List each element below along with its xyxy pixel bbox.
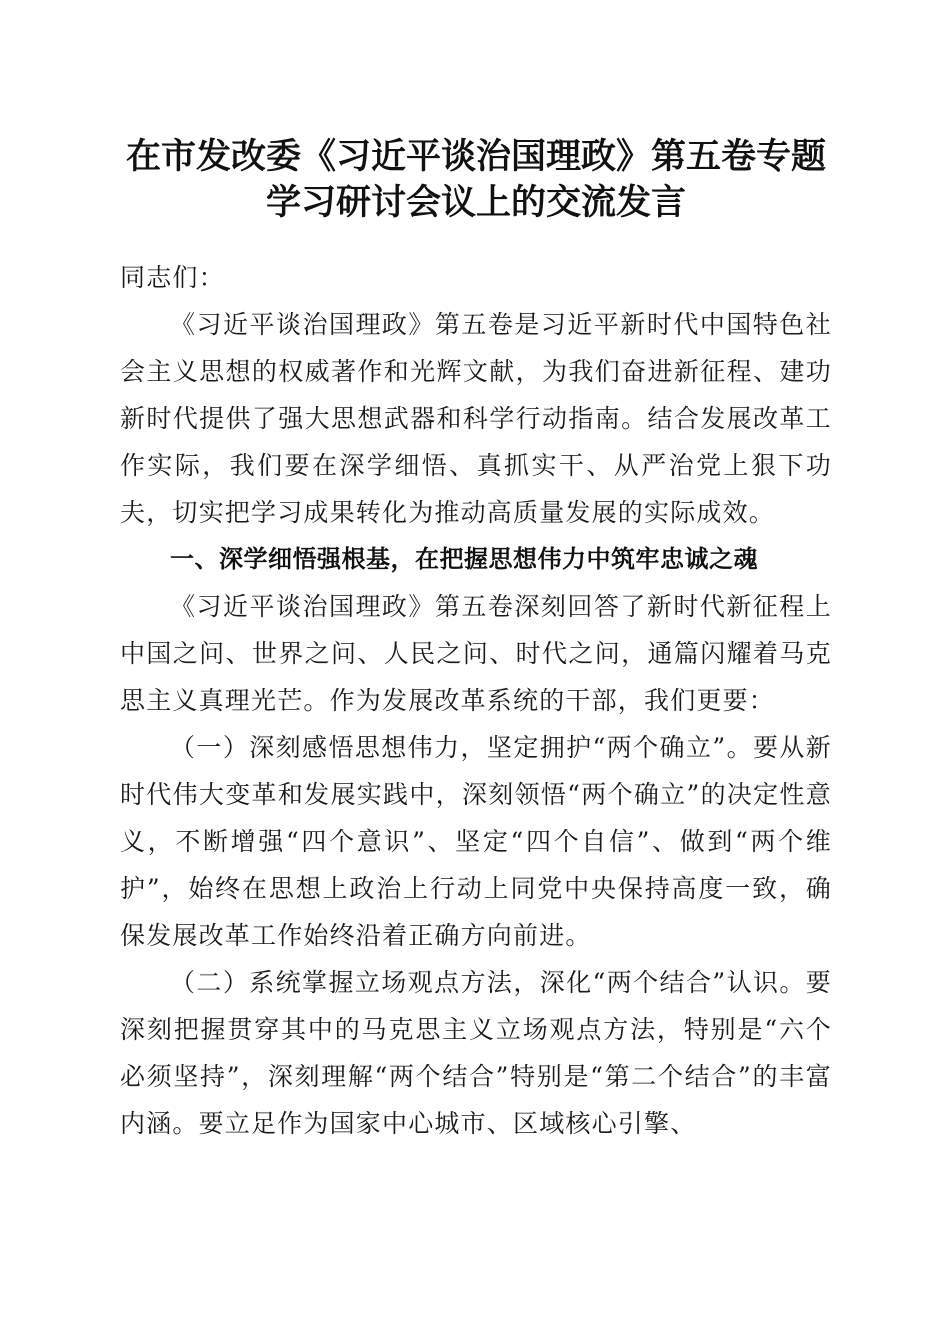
salutation: 同志们： <box>120 263 225 292</box>
title-line-1: 在市发改委《习近平谈治国理政》第五卷专题 <box>125 136 826 177</box>
document-title <box>120 134 832 226</box>
intro-paragraph: 《习近平谈治国理政》第五卷是习近平新时代中国特色社会主义思想的权威著作和光辉文献，为我们奋进新征程、建功新时代提供了强大思想武器和科学行动指南。结合发展改革工作实际，我们要在深学细悟、真抓实干、从严治党上狠下功夫，切实把学习成果转化为推动高质量发展的实际成效。 <box>120 310 832 527</box>
section1-intro-paragraph: 《习近平谈治国理政》第五卷深刻回答了新时代新征程上中国之问、世界之问、人民之问、时代之问，通篇闪耀着马克思主义真理光芒。作为发展改革系统的干部，我们更要： <box>120 592 832 715</box>
document-page <box>120 134 832 1147</box>
section1-item-1: （一）深刻感悟思想伟力，坚定拥护“两个确立”。要从新时代伟大变革和发展实践中，深刻领悟“两个确立”的决定性意义，不断增强“四个意识”、坚定“四个自信”、做到“两个维护”，始终在思想上政治上行动上同党中央保持高度一致，确保发展改革工作始终沿着正确方向前进。 <box>120 733 832 950</box>
section1-item-2: （二）系统掌握立场观点方法，深化“两个结合”认识。要深刻把握贯穿其中的马克思主义立场观点方法，特别是“六个必须坚持”，深刻理解“两个结合”特别是“第二个结合”的丰富内涵。要立足作为国家中心城市、区域核心引擎、 <box>120 968 832 1138</box>
section-heading-1: 一、深学细悟强根基，在把握思想伟力中筑牢忠诚之魂 <box>170 545 758 573</box>
title-line-2: 学习研讨会议上的交流发言 <box>265 182 686 223</box>
